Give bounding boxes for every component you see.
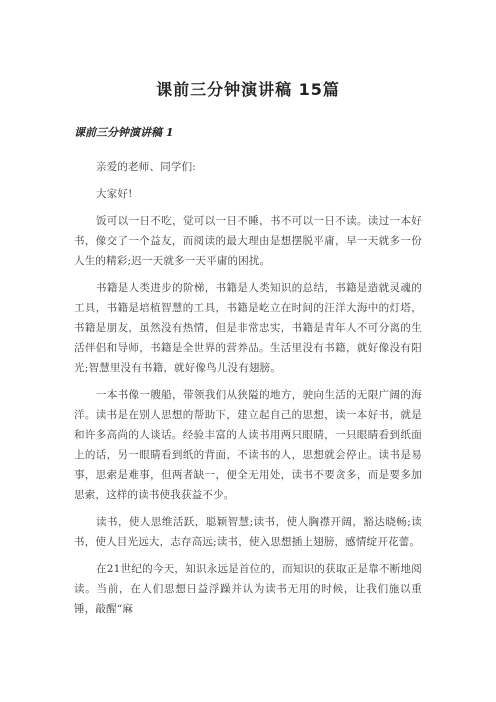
paragraph-body-3: 一本书像一艘船，带领我们从狭隘的地方，驶向生活的无限广阔的海洋。读书是在别人思想的帮助下，建立起自己的思想，读一本好书，就是和许多高尚的人谈话。经验丰富的人读书用两只眼睛，一只眼睛看到纸面上的话，另一眼睛看到纸的背面，不读书的人，思想就会停止。读书是易事，思索是难事，但两者缺一，便全无用处，读书不要贪多，而是要多加思索，这样的读书使我获益不少。: [74, 389, 422, 501]
paragraph-hello: 大家好!: [96, 188, 133, 200]
paragraph-body-1: 饭可以一日不吃，觉可以一日不睡，书不可以一日不读。读过一本好书，像交了一个益友，而阅读的最大理由是想摆脱平庸，早一天就多一份人生的精彩;迟一天就多一天平庸的困扰。: [74, 215, 422, 267]
paragraph-body-5: 在21世纪的今天，知识永远是首位的，而知识的获取正是靠不断地阅读。当前，在人们思想日益浮躁并认为读书无用的时候，让我们施以重锤，敲醒“麻: [74, 563, 422, 615]
document-title: 课前三分钟演讲稿 15篇: [156, 80, 340, 99]
paragraph-body-2: 书籍是人类进步的阶梯，书籍是人类知识的总结，书籍是造就灵魂的工具，书籍是培植智慧的工具，书籍是屹立在时间的汪洋大海中的灯塔，书籍是朋友，虽然没有热情，但是非常忠实，书籍是青年人不可分离的生活伴侣和导师，书籍是全世界的营养品。生活里没有书籍，就好像没有阳光;智慧里没有书籍，就好像鸟儿没有翅膀。: [74, 282, 422, 374]
paragraph-body-4: 读书，使人思维活跃，聪颖智慧;读书，使人胸襟开阔，豁达晓畅;读书，使人目光远大，志存高远;读书，使入思想插上翅膀，感情绽开花蕾。: [74, 516, 422, 548]
section-title: 课前三分钟演讲稿 1: [74, 126, 174, 139]
paragraph-greeting: 亲爱的老师、同学们:: [96, 161, 197, 173]
